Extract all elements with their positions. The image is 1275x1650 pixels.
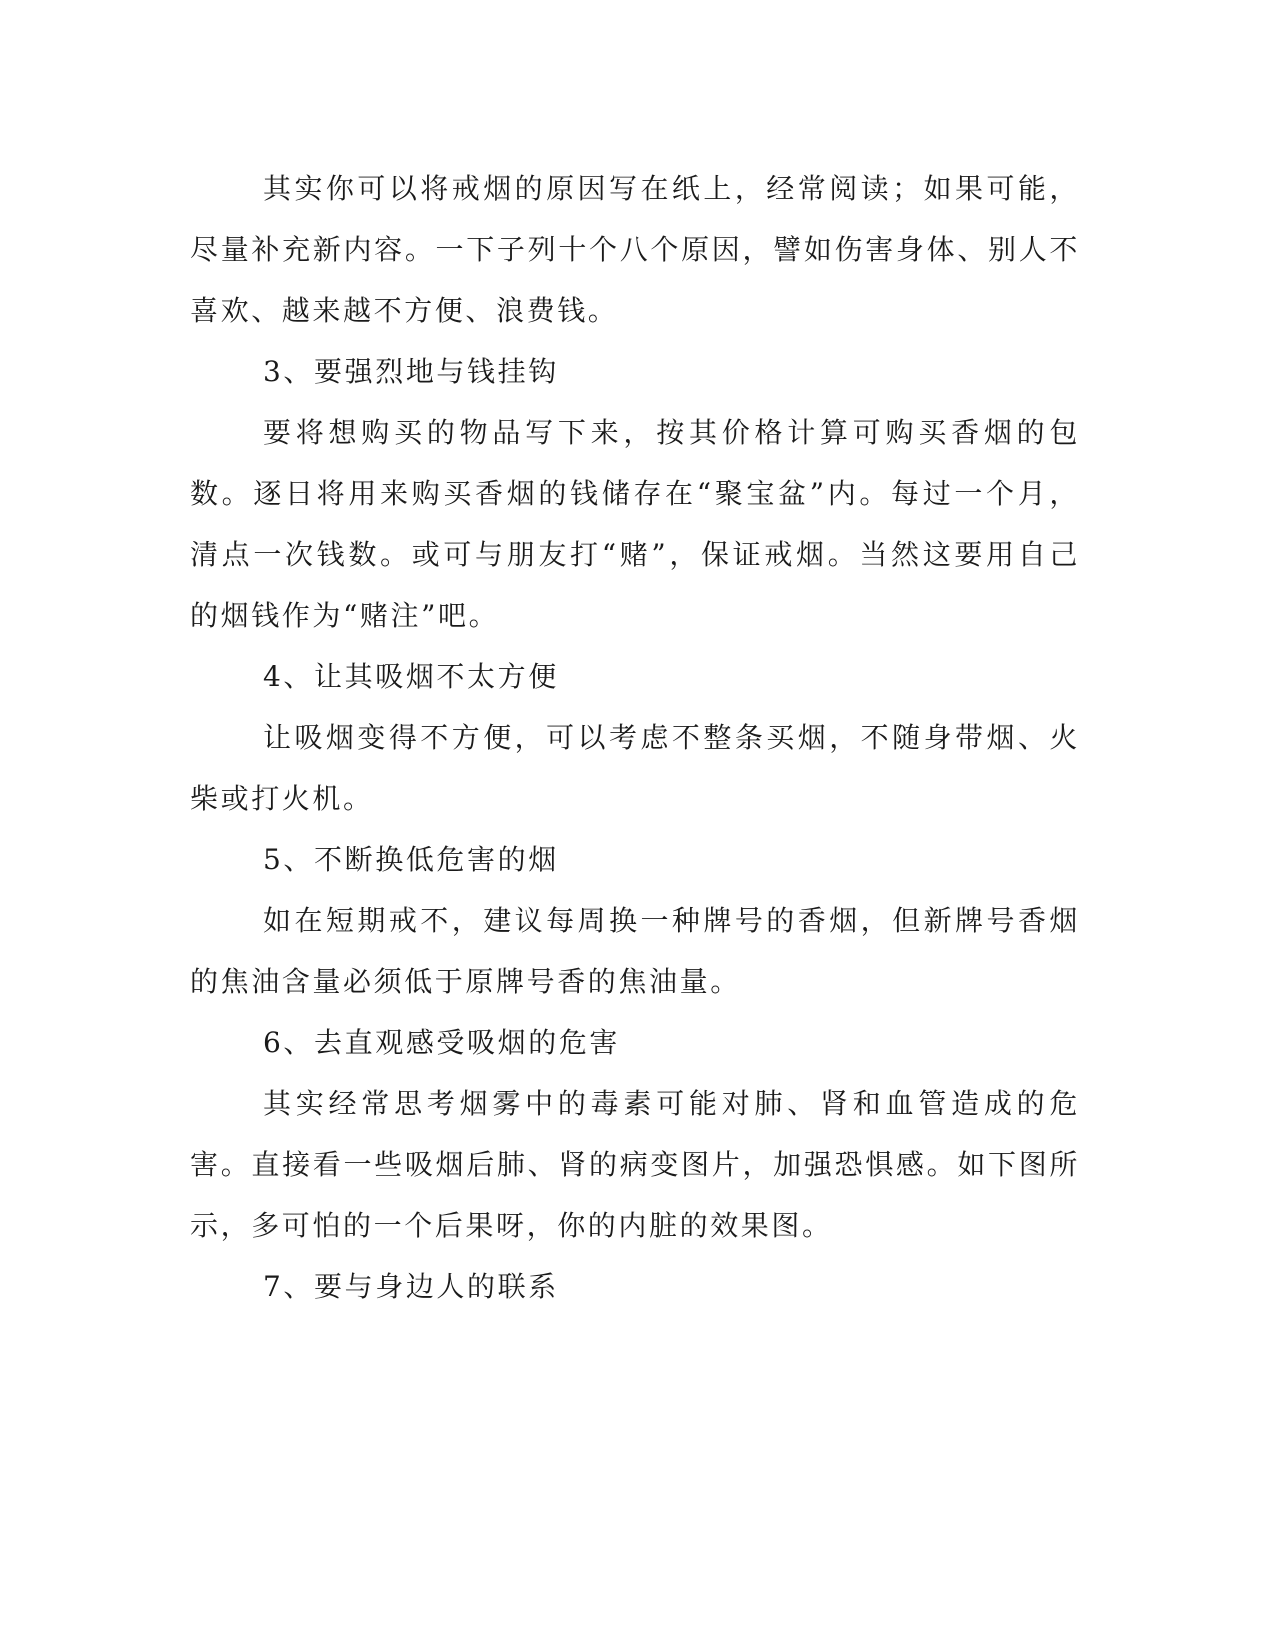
heading-4: 4、让其吸烟不太方便 [263, 660, 559, 693]
heading-5: 5、不断换低危害的烟 [263, 843, 559, 876]
paragraph-money: 要将想购买的物品写下来，按其价格计算可购买香烟的包数。逐日将用来购买香烟的钱储存在“聚宝盆”内。每过一个月，清点一次钱数。或可与朋友打“赌”，保证戒烟。当然这要用自己的烟钱作为“赌注”吧。 [190, 416, 1080, 632]
paragraph-harm: 其实经常思考烟雾中的毒素可能对肺、肾和血管造成的危害。直接看一些吸烟后肺、肾的病变图片，加强恐惧感。如下图所示，多可怕的一个后果呀，你的内脏的效果图。 [190, 1087, 1080, 1242]
paragraph-inconvenient: 让吸烟变得不方便，可以考虑不整条买烟，不随身带烟、火柴或打火机。 [190, 721, 1080, 815]
heading-6: 6、去直观感受吸烟的危害 [263, 1026, 621, 1059]
paragraph-write-reasons: 其实你可以将戒烟的原因写在纸上，经常阅读；如果可能，尽量补充新内容。一下子列十个八个原因，譬如伤害身体、别人不喜欢、越来越不方便、浪费钱。 [190, 172, 1080, 327]
heading-7: 7、要与身边人的联系 [263, 1270, 559, 1303]
paragraph-low-harm: 如在短期戒不，建议每周换一种牌号的香烟，但新牌号香烟的焦油含量必须低于原牌号香的焦油量。 [190, 904, 1080, 998]
heading-3: 3、要强烈地与钱挂钩 [263, 355, 559, 388]
document-body [190, 158, 1080, 1317]
